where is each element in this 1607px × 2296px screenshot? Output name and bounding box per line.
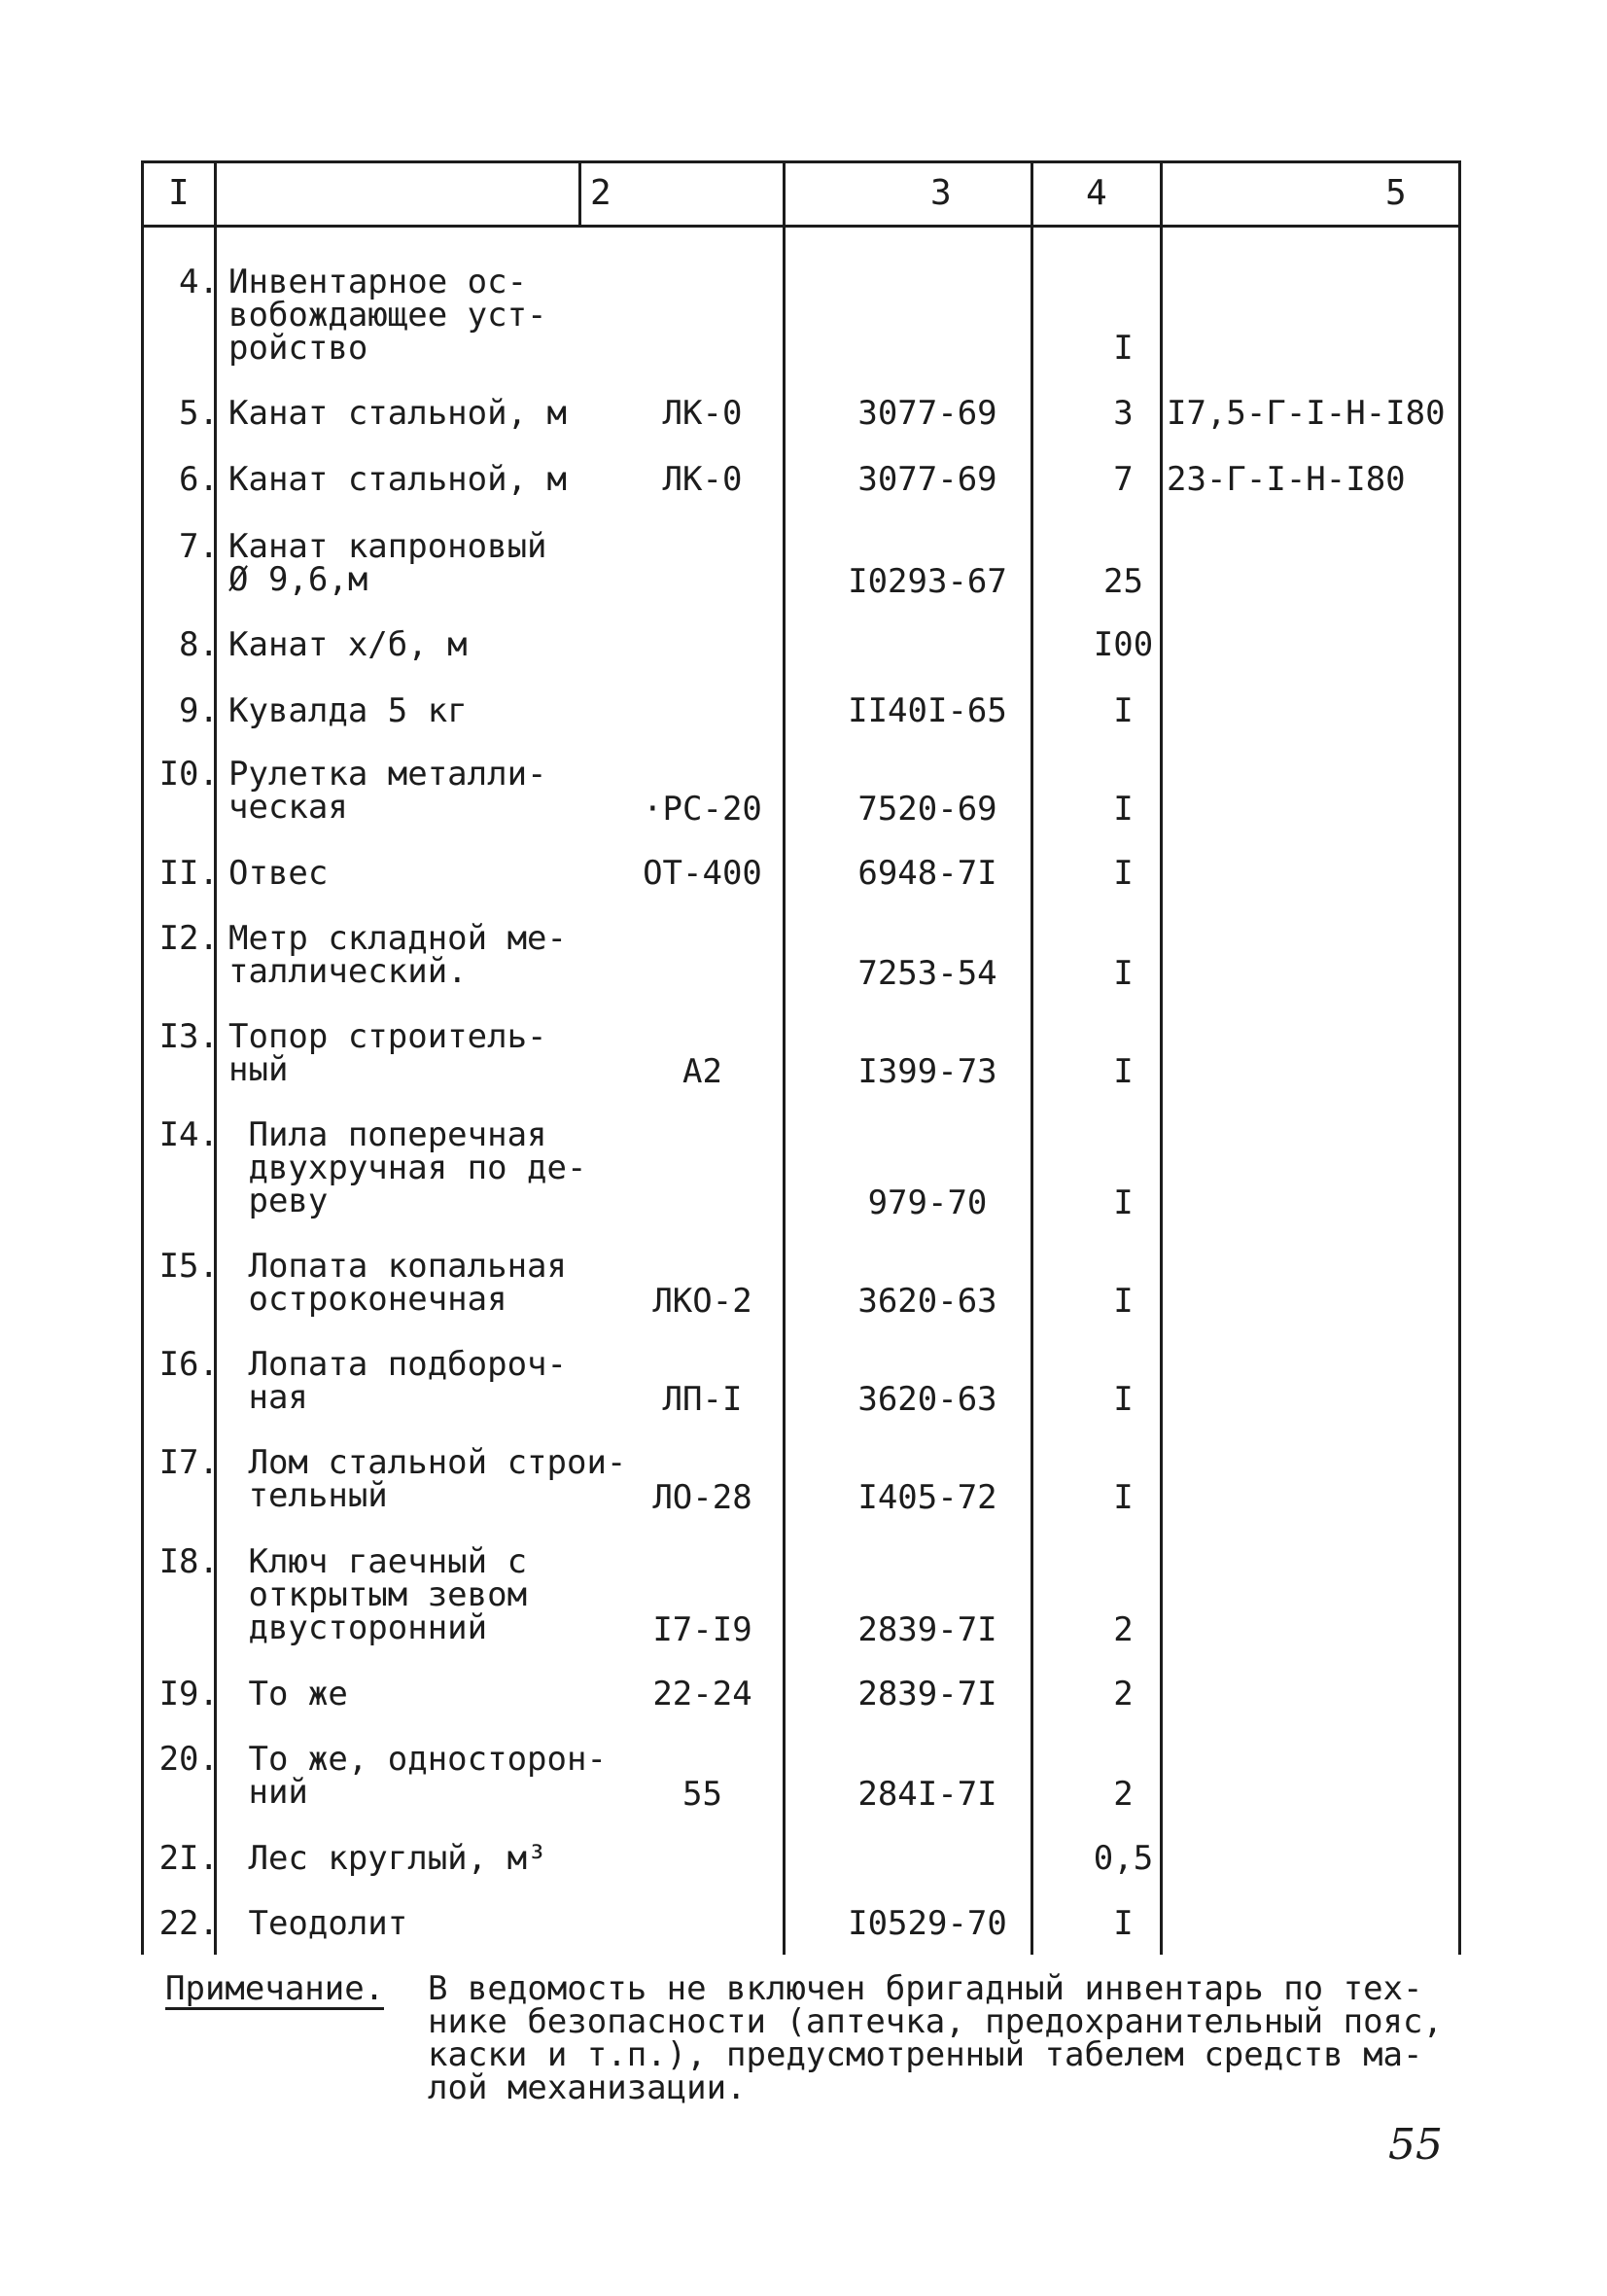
item-type: ЛК-0 bbox=[662, 394, 743, 433]
row-number: I3. bbox=[158, 1017, 219, 1056]
item-name: Пила поперечная двухручная по де- реву bbox=[248, 1115, 587, 1220]
item-name: Лопата копальная остроконечная bbox=[248, 1247, 567, 1319]
item-quantity: 0,5 bbox=[1093, 1839, 1154, 1878]
row-number: I5. bbox=[158, 1247, 219, 1286]
item-standard: 979-70 bbox=[867, 1183, 988, 1222]
item-quantity: I bbox=[1113, 1052, 1134, 1091]
item-standard: I399-73 bbox=[857, 1052, 997, 1091]
item-quantity: 7 bbox=[1113, 460, 1134, 499]
item-standard: 7253-54 bbox=[857, 954, 997, 993]
row-number: 4. bbox=[179, 263, 219, 301]
header-col-2: 2 bbox=[590, 172, 611, 213]
row-number: 5. bbox=[179, 394, 219, 433]
item-type: А2 bbox=[682, 1052, 722, 1091]
item-standard: 3077-69 bbox=[857, 394, 997, 433]
note-text: В ведомость не включен бригадный инвентарь по тех- нике безопасности (аптечка, предохранительный пояс, каски и т.п.), предусмотренный табелем средств ма- лой механизации. bbox=[428, 1969, 1443, 2107]
item-name: То же bbox=[228, 1675, 348, 1713]
header-col-4: 4 bbox=[1086, 172, 1107, 213]
item-quantity: I bbox=[1113, 854, 1134, 893]
row-number: II. bbox=[158, 854, 219, 893]
row-number: 7. bbox=[179, 527, 219, 566]
item-standard: II40I-65 bbox=[848, 691, 1007, 730]
item-quantity: I bbox=[1113, 1904, 1134, 1943]
item-quantity: I bbox=[1113, 691, 1134, 730]
row-number: I8. bbox=[158, 1542, 219, 1581]
item-quantity: I bbox=[1113, 1478, 1134, 1517]
item-name: Инвентарное ос- вобождающее уст- ройство bbox=[228, 263, 547, 368]
inventory-table bbox=[141, 160, 1461, 1955]
item-quantity: I bbox=[1113, 790, 1134, 829]
item-note: 23-Г-I-Н-I80 bbox=[1167, 460, 1406, 499]
item-standard: 3077-69 bbox=[857, 460, 997, 499]
item-name: Лом стальной строи- тельный bbox=[248, 1443, 627, 1515]
item-standard: 3620-63 bbox=[857, 1380, 997, 1419]
item-name: Ключ гаечный с открытым зевом двусторонний bbox=[248, 1542, 528, 1647]
row-number: I7. bbox=[158, 1443, 219, 1482]
item-standard: 284I-7I bbox=[857, 1775, 997, 1814]
item-name: Лопата подбороч- ная bbox=[248, 1345, 567, 1417]
item-name: Канат х/б, м bbox=[228, 625, 468, 664]
header-col-1: I bbox=[168, 172, 190, 213]
item-name: Отвес bbox=[228, 854, 329, 893]
item-name: То же, односторон- ний bbox=[248, 1740, 607, 1812]
item-quantity: I bbox=[1113, 329, 1134, 368]
item-type: ЛКО-2 bbox=[652, 1282, 752, 1321]
header-divider bbox=[141, 225, 1461, 228]
row-number: 2I. bbox=[158, 1839, 219, 1878]
item-standard: 2839-7I bbox=[857, 1610, 997, 1649]
item-standard: 3620-63 bbox=[857, 1282, 997, 1321]
item-type: ЛП-I bbox=[662, 1380, 743, 1419]
item-type: ЛК-0 bbox=[662, 460, 743, 499]
item-quantity: 3 bbox=[1113, 394, 1134, 433]
table-border-top bbox=[141, 160, 1461, 163]
item-name: Рулетка металли- ческая bbox=[228, 755, 547, 827]
item-name: Канат стальной, м bbox=[228, 394, 567, 433]
row-number: 22. bbox=[158, 1904, 219, 1943]
item-quantity: I bbox=[1113, 1282, 1134, 1321]
row-number: I2. bbox=[158, 919, 219, 958]
item-name: Топор строитель- ный bbox=[228, 1017, 547, 1089]
item-standard: I405-72 bbox=[857, 1478, 997, 1517]
table-border-right bbox=[1458, 160, 1461, 1955]
item-name: Кувалда 5 кг bbox=[228, 691, 468, 730]
row-number: I6. bbox=[158, 1345, 219, 1384]
row-number: 20. bbox=[158, 1740, 219, 1779]
row-number: I4. bbox=[158, 1115, 219, 1154]
item-quantity: 25 bbox=[1103, 562, 1143, 601]
row-number: I9. bbox=[158, 1675, 219, 1713]
row-number: 8. bbox=[179, 625, 219, 664]
item-name: Канат стальной, м bbox=[228, 460, 567, 499]
item-name: Метр складной ме- таллический. bbox=[228, 919, 567, 991]
item-type: ОТ-400 bbox=[643, 854, 762, 893]
item-name: Канат капроновый Ø 9,6,м bbox=[228, 527, 547, 599]
item-quantity: I00 bbox=[1093, 625, 1154, 664]
item-type: ·РС-20 bbox=[643, 790, 762, 829]
item-quantity: 2 bbox=[1113, 1610, 1134, 1649]
item-quantity: I bbox=[1113, 954, 1134, 993]
header-col-3: 3 bbox=[930, 172, 952, 213]
item-standard: 6948-7I bbox=[857, 854, 997, 893]
item-standard: I0293-67 bbox=[848, 562, 1007, 601]
item-quantity: 2 bbox=[1113, 1675, 1134, 1713]
item-quantity: 2 bbox=[1113, 1775, 1134, 1814]
item-quantity: I bbox=[1113, 1183, 1134, 1222]
item-quantity: I bbox=[1113, 1380, 1134, 1419]
item-note: I7,5-Г-I-Н-I80 bbox=[1167, 394, 1446, 433]
item-type: 22-24 bbox=[652, 1675, 752, 1713]
item-type: 55 bbox=[682, 1775, 722, 1814]
page-number: 55 bbox=[1388, 2120, 1443, 2170]
item-name: Теодолит bbox=[228, 1904, 408, 1943]
item-type: I7-I9 bbox=[652, 1610, 752, 1649]
item-type: ЛО-28 bbox=[652, 1478, 752, 1517]
column-divider-2 bbox=[578, 160, 581, 225]
note-label: Примечание. bbox=[165, 1969, 385, 2008]
header-col-5: 5 bbox=[1385, 172, 1407, 213]
item-standard: 7520-69 bbox=[857, 790, 997, 829]
row-number: 9. bbox=[179, 691, 219, 730]
row-number: I0. bbox=[158, 755, 219, 794]
item-standard: 2839-7I bbox=[857, 1675, 997, 1713]
item-standard: I0529-70 bbox=[848, 1904, 1007, 1943]
row-number: 6. bbox=[179, 460, 219, 499]
item-name: Лес круглый, м³ bbox=[228, 1839, 547, 1878]
